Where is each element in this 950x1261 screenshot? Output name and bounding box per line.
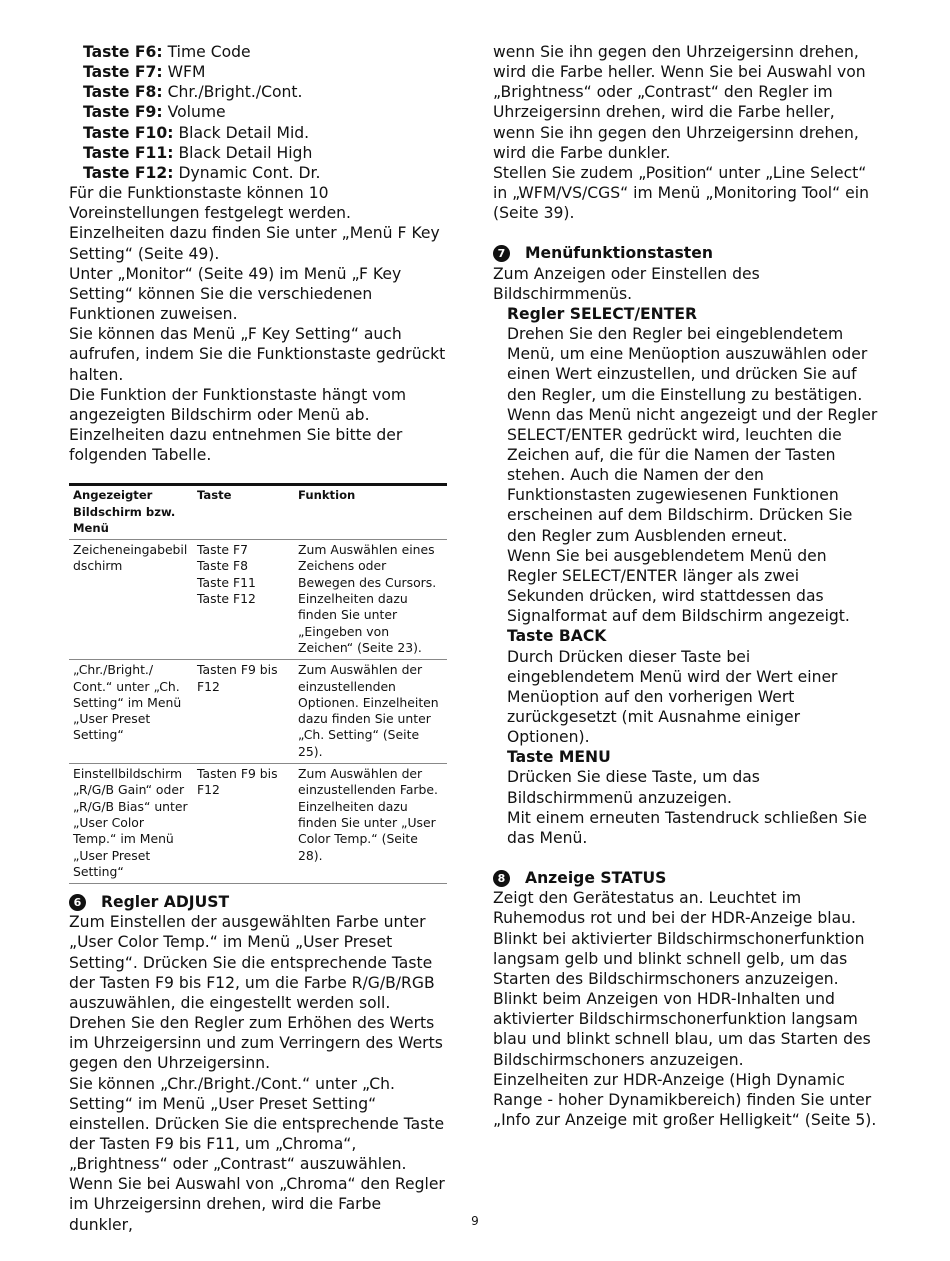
body-paragraph: Wenn das Menü nicht angezeigt und der Regler SELECT/ENTER gedrückt wird, leuchten die Zeichen auf, die für die Namen der Tasten stehen. Auch die Namen der den Funktionstasten zugewiesenen Funktionen erscheinen auf dem Bildschirm. Drücken Sie den Regler zum Ausblenden erneut. xyxy=(507,405,878,545)
right-column xyxy=(493,42,878,1130)
intro-paragraph: Unter „Monitor“ (Seite 49) im Menü „F Key Setting“ können Sie die verschiedenen Funktionen zuweisen. xyxy=(69,264,402,324)
body-paragraph: Stellen Sie zudem „Position“ unter „Line Select“ in „WFM/VS/CGS“ im Menü „Monitoring Tool“ ein (Seite 39). xyxy=(493,163,869,223)
table-cell: Einstellbildschirm „R/G/B Gain“ oder „R/G/B Bias“ unter „User Color Temp.“ im Menü „User Preset Setting“ xyxy=(69,764,193,884)
section-title: Anzeige STATUS xyxy=(525,869,667,888)
body-paragraph: Wenn Sie bei ausgeblendetem Menü den Regler SELECT/ENTER länger als zwei Sekunden drücken, wird stattdessen das Signalformat auf dem Bildschirm angezeigt. xyxy=(507,546,850,626)
intro-paragraph: Sie können das Menü „F Key Setting“ auch aufrufen, indem Sie die Funktionstaste gedrückt halten. xyxy=(69,325,446,384)
body-paragraph: Mit einem erneuten Tastendruck schließen Sie das Menü. xyxy=(507,808,867,847)
page-number: 9 xyxy=(471,1214,479,1228)
key-list-item: Taste F6: Time Code xyxy=(83,43,251,61)
table-row xyxy=(69,540,447,660)
key-list-item: Taste F12: Dynamic Cont. Dr. xyxy=(83,163,321,182)
section-title: Regler ADJUST xyxy=(101,893,230,912)
section-heading-adjust xyxy=(69,892,449,912)
table-row xyxy=(69,660,447,764)
body-paragraph: Zum Anzeigen oder Einstellen des Bildschirmmenüs. xyxy=(493,264,760,303)
number-badge-icon: 6 xyxy=(69,894,86,911)
key-list-item: Taste F9: Volume xyxy=(83,103,226,122)
number-badge-icon: 8 xyxy=(493,870,510,887)
body-paragraph: Zum Einstellen der ausgewählten Farbe unter „User Color Temp.“ im Menü „User Preset Setting“. Drücken Sie die entsprechende Taste der Tasten F9 bis F12, um die Farbe R/G/B/RGB auszuwählen, die eingestellt werden soll. Drehen Sie den Regler zum Erhöhen des Werts im Uhrzeigersinn und zum Verringern des Werts gegen den Uhrzeigersinn. xyxy=(69,913,443,1073)
body-paragraph: Einzelheiten zur HDR-Anzeige (High Dynamic Range - hoher Dynamikbereich) finden Sie unter „Info zur Anzeige mit großer Helligkeit“ (Seite 5). xyxy=(493,1070,877,1129)
table-row xyxy=(69,764,447,884)
table-header-cell: Funktion xyxy=(294,485,447,540)
intro-paragraph: Die Funktion der Funktionstaste hängt vom angezeigten Bildschirm oder Menü ab. Einzelheiten dazu entnehmen Sie bitte der folgenden Tabelle. xyxy=(69,385,407,465)
table-cell: Tasten F9 bis F12 xyxy=(193,764,294,884)
intro-paragraph: Für die Funktionstaste können 10 Voreinstellungen festgelegt werden. xyxy=(69,184,351,223)
key-list-item: Taste F10: Black Detail Mid. xyxy=(83,123,310,142)
body-paragraph: Sie können „Chr./Bright./Cont.“ unter „Ch. Setting“ im Menü „User Preset Setting“ einstellen. Drücken Sie die entsprechende Taste der Tasten F9 bis F11, um „Chroma“, „Brightness“ oder „Contrast“ auszuwählen. Wenn Sie bei Auswahl von „Chroma“ den Regler im Uhrzeigersinn drehen, wird die Farbe dunkler, xyxy=(69,1074,445,1234)
section-heading-status xyxy=(493,868,878,888)
subsection-title: Taste MENU xyxy=(507,748,611,767)
table-header-cell: Taste xyxy=(193,485,294,540)
table-cell: Zum Auswählen der einzustellenden Optionen. Einzelheiten dazu finden Sie unter „Ch. Setting“ (Seite 25). xyxy=(294,660,447,764)
key-list-item: Taste F8: Chr./Bright./Cont. xyxy=(83,83,303,102)
key-list-item: Taste F7: WFM xyxy=(83,63,206,82)
left-column xyxy=(69,42,449,1235)
body-paragraph: Zeigt den Gerätestatus an. Leuchtet im Ruhemodus rot und bei der HDR-Anzeige blau. Blinkt bei aktivierter Bildschirmschonerfunktion langsam gelb und blinkt schnell gelb, um das Starten des Bildschirmschoners anzuzeigen. Blinkt beim Anzeigen von HDR-Inhalten und aktivierter Bildschirmschonerfunktion langsam blau und blinkt schnell blau, um das Starten des Bildschirmschoners anzuzeigen. xyxy=(493,889,871,1069)
subsection-title: Taste BACK xyxy=(507,627,607,646)
table-cell: Zum Auswählen eines Zeichens oder Bewegen des Cursors. Einzelheiten dazu finden Sie unter „Eingeben von Zeichen“ (Seite 23). xyxy=(294,540,447,660)
body-paragraph: Drücken Sie diese Taste, um das Bildschirmmenü anzuzeigen. xyxy=(507,768,760,807)
function-key-list xyxy=(69,42,449,183)
intro-paragraph: Einzelheiten dazu finden Sie unter „Menü F Key Setting“ (Seite 49). xyxy=(69,224,440,263)
key-list-item: Taste F11: Black Detail High xyxy=(83,143,313,162)
table-cell: Tasten F9 bis F12 xyxy=(193,660,294,764)
body-paragraph: Drehen Sie den Regler bei eingeblendetem Menü, um eine Menüoption auszuwählen oder einen Wert einzustellen, und drücken Sie auf den Regler, um die Einstellung zu bestätigen. xyxy=(507,325,868,404)
table-cell: Zeicheneingabebil dschirm xyxy=(69,540,193,660)
section-heading-menu-keys xyxy=(493,243,878,263)
table-header-row xyxy=(69,485,447,540)
table-cell: „Chr./Bright./ Cont.“ unter „Ch. Setting“ im Menü „User Preset Setting“ xyxy=(69,660,193,764)
section-title: Menüfunktionstasten xyxy=(525,244,713,263)
function-key-table xyxy=(69,483,447,884)
subsection-title: Regler SELECT/ENTER xyxy=(507,304,698,323)
body-paragraph: Durch Drücken dieser Taste bei eingeblendetem Menü wird der Wert einer Menüoption auf den vorherigen Wert zurückgesetzt (mit Ausnahme einiger Optionen). xyxy=(507,647,838,747)
table-cell: Taste F7 Taste F8 Taste F11 Taste F12 xyxy=(193,540,294,660)
body-paragraph: wenn Sie ihn gegen den Uhrzeigersinn drehen, wird die Farbe heller. Wenn Sie bei Auswahl von „Brightness“ oder „Contrast“ den Regler im Uhrzeigersinn drehen, wird die Farbe heller, wenn Sie ihn gegen den Uhrzeigersinn drehen, wird die Farbe dunkler. xyxy=(493,43,866,162)
table-cell: Zum Auswählen der einzustellenden Farbe. Einzelheiten dazu finden Sie unter „User Color Temp.“ (Seite 28). xyxy=(294,764,447,884)
number-badge-icon: 7 xyxy=(493,245,510,262)
table-header-cell: Angezeigter Bildschirm bzw. Menü xyxy=(69,485,193,540)
